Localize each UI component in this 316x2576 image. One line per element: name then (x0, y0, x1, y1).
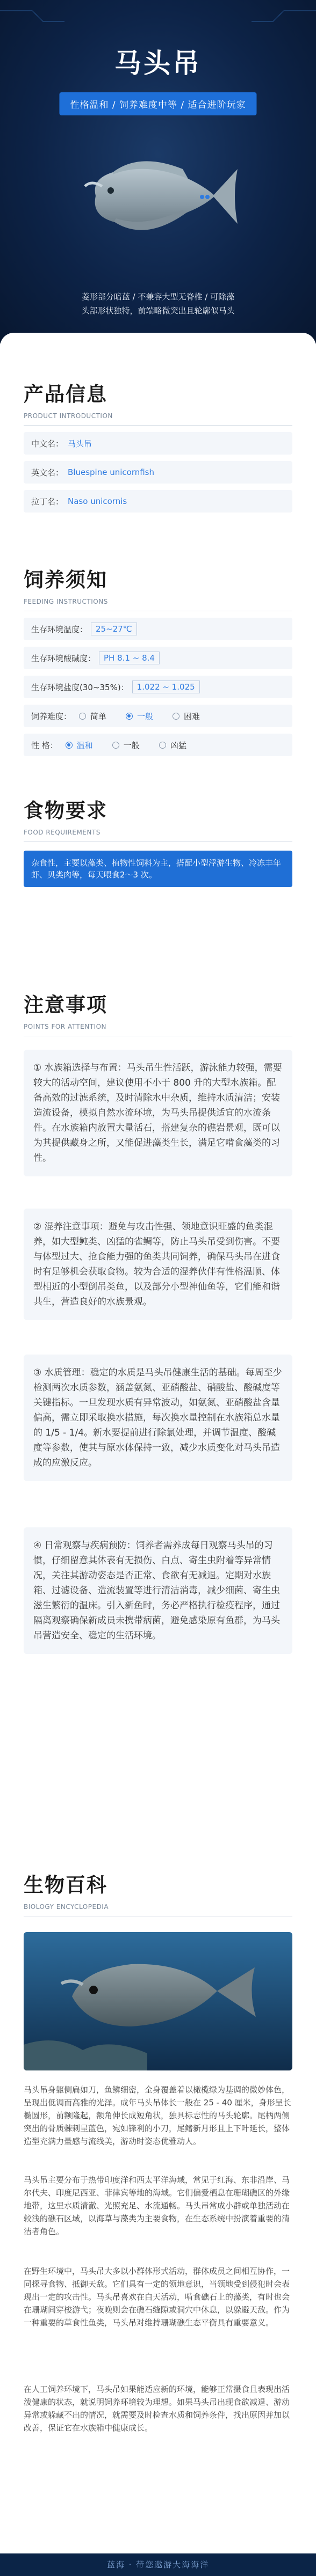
temper-option-gentle (66, 740, 93, 751)
option-label: 凶猛 (170, 740, 186, 750)
section-subtitle: FOOD REQUIREMENTS (24, 829, 100, 836)
radio-icon (112, 742, 119, 749)
difficulty-option-easy (79, 711, 106, 722)
note-item: ① 水族箱选择与布置：马头吊生性活跃，游泳能力较强，需要较大的活动空间，建议使用不小于 800 升的大型水族箱。配备高效的过滤系统，及时清除水中杂质，维持水质清洁；安装造流设备，模拟自然水流环境，为马头吊提供适宜的水流条件。在水族箱内放置大量活石，搭建复杂的礁岩景观，既可以为其提供藏身之所，又能促进藻类生长，满足它啃食藻类的习性。 (24, 1050, 292, 1176)
option-label: 一般 (137, 711, 154, 721)
salinity-value: 1.022 ~ 1.025 (132, 680, 200, 693)
section-subtitle: POINTS FOR ATTENTION (24, 1023, 107, 1030)
temp-label: 生存环境温度： (31, 624, 88, 634)
hero-banner (0, 0, 316, 343)
decor-lines-left (0, 0, 64, 32)
note-item: ② 混养注意事项：避免与攻击性强、领地意识旺盛的鱼类混养，如大型鲀类、凶猛的雀鲷等，防止马头吊受到伤害。不要与体型过大、抢食能力强的鱼类共同饲养，确保马头吊在进食时有足够机会获取食物。较为合适的混养伙伴有性格温顺、体型相近的小型倒吊类鱼，以及部分小型神仙鱼等，它们能和谐共生，营造良好的水族景观。 (24, 1209, 292, 1320)
fish-photo (24, 1932, 292, 2070)
radio-checked-icon (126, 713, 133, 720)
hero-desc-line: 菱形部分暗蓝 / 不兼容大型无脊椎 / 可除藻 (81, 292, 235, 302)
ph-row (24, 647, 292, 669)
radio-icon (173, 713, 179, 720)
section-title: 产品信息 (24, 383, 107, 406)
section-subtitle: PRODUCT INTRODUCTION (24, 412, 113, 420)
encyclopedia-paragraph: 在人工饲养环境下，马头吊如果能适应新的环境，能够正常摄食且表现出活泼健康的状态，就说明饲养环境较为理想。如果马头吊出现食欲减退、游动异常或躲藏不出的情况，就需要及时检查水质和饲养条件，找出原因并加以改善，保证它在水族箱中健康成长。 (24, 2384, 290, 2433)
note-item: ④ 日常观察与疾病预防：饲养者需养成每日观察马头吊的习惯，仔细留意其体表有无损伤、白点、寄生虫附着等异常情况，关注其游动姿态是否正常、食欲有无减退。定期对水族箱、过滤设备、造流装置等进行清洁消毒，减少细菌、寄生虫滋生繁衍的温床。引入新鱼时，务必严格执行检疫程序，通过隔离观察确保新成员未携带病菌，避免感染原有鱼群，为马头吊营造安全、稳定的生活环境。 (24, 1527, 292, 1654)
content-card (0, 333, 316, 2553)
section-notes-header (24, 989, 292, 1036)
hero-title: 马头吊 (114, 48, 202, 79)
option-label: 困难 (184, 711, 200, 721)
info-value: 马头吊 (68, 438, 92, 449)
option-label: 一般 (123, 740, 140, 750)
section-subtitle: BIOLOGY ENCYCLOPEDIA (24, 1903, 109, 1911)
info-value: Bluespine unicornfish (68, 467, 155, 477)
section-title: 注意事项 (24, 993, 107, 1016)
ph-value: PH 8.1 ~ 8.4 (99, 652, 160, 664)
section-title: 饲养须知 (24, 568, 107, 591)
food-description: 杂食性，主要以藻类、植物性饲料为主，搭配小型浮游生物、冷冻丰年虾、贝类肉等，每天喂食2～3 次。 (24, 851, 292, 887)
radio-icon (159, 742, 166, 749)
temper-option-normal (112, 740, 140, 751)
option-label: 简单 (90, 711, 107, 721)
section-feeding (24, 564, 292, 756)
info-row-latin-name (24, 490, 292, 513)
hero-description (0, 290, 316, 318)
footer-slogan: 蓝海 · 带您遨游大海海洋 (0, 2553, 316, 2576)
radio-checked-icon (66, 742, 73, 749)
temper-row (24, 734, 292, 756)
note-item: ③ 水质管理：稳定的水质是马头吊健康生活的基础。每周至少检测两次水质参数，涵盖氨氮、亚硝酸盐、硝酸盐、酸碱度等关键指标。一旦发现水质有异常波动，如氨氮、亚硝酸盐含量偏高，需立即采取换水措施，每次换水量控制在水族箱总水量的 1/5 - 1/4。新水要提前进行除氯处理，并调节温度、酸碱度等参数，使其与原水体保持一致，减少水质变化对马头吊造成的应激反应。 (24, 1355, 292, 1481)
temper-option-fierce (159, 740, 186, 751)
temper-label: 性 格： (31, 740, 58, 750)
difficulty-label: 饲养难度： (31, 711, 72, 721)
encyclopedia-paragraph: 马头吊主要分布于热带印度洋和西太平洋海域，常见于红海、东非沿岸、马尔代夫、印度尼西亚、菲律宾等地的海域。它们偏爱栖息在珊瑚礁区的外缘地带，这里水质清澈、光照充足、水流通畅。马头吊常成小群或单独活动在较浅的礁石区域，以海草与藻类为主要食物，在生态系统中扮演着重要的清洁者角色。 (24, 2175, 290, 2236)
info-key: 拉丁名： (31, 496, 64, 507)
section-product-info (24, 378, 292, 513)
difficulty-option-hard (173, 711, 200, 722)
temperature-row (24, 618, 292, 640)
info-value: Naso unicornis (68, 496, 127, 506)
hero-desc-line: 头部形状独特，前端略微突出且轮廓似马头 (81, 306, 235, 316)
divider (24, 841, 292, 842)
salinity-label: 生存环境盐度(30~35%)： (31, 682, 129, 692)
section-title: 食物要求 (24, 799, 107, 822)
temp-value: 25~27℃ (91, 623, 137, 635)
section-title: 生物百科 (24, 1874, 107, 1897)
info-row-english-name (24, 461, 292, 484)
radio-icon (79, 713, 86, 720)
section-food (24, 794, 292, 887)
difficulty-option-medium (126, 711, 153, 722)
hero-tags-badge: 性格温和 / 饲养难度中等 / 适合进阶玩家 (59, 92, 256, 115)
info-key: 英文名： (31, 467, 64, 478)
difficulty-row (24, 705, 292, 727)
section-subtitle: FEEDING INSTRUCTIONS (24, 598, 108, 605)
divider (24, 425, 292, 426)
encyclopedia-paragraph: 在野生环境中，马头吊大多以小群体形式活动，群体成员之间相互协作，一同探寻食物、抵御天敌。它们具有一定的领地意识，当领地受到侵犯时会表现出一定的攻击性。马头吊喜欢在白天活动，啃食礁石上的藻类，有时也会在珊瑚间穿梭游弋；夜晚则会在礁石缝隙或洞穴中休息，以躲避天敌。作为一种重要的草食性鱼类，马头吊对维持珊瑚礁生态平衡具有重要意义。 (24, 2266, 290, 2328)
salinity-row (24, 676, 292, 698)
option-label: 温和 (76, 740, 93, 750)
info-row-chinese-name (24, 432, 292, 455)
section-encyclopedia-header (24, 1869, 292, 1916)
info-key: 中文名： (31, 438, 64, 449)
fish-illustration (81, 137, 242, 271)
encyclopedia-paragraph: 马头吊身躯侧扁如刀，鱼鳞细密，全身覆盖着以橄榄绿为基调的微妙体色，呈现出低调而高雅的光泽。成年马头吊体长一般在 25 - 40 厘米，身形呈长椭圆形，前额隆起，额角伸长成短角状，独具标志性的马头轮廓。尾柄两侧突出的骨质棘刺呈蓝色，宛如锋利的小刀，尾鳍新月形且上下叶延长，整体造型充满力量感与流线美，游动时姿态优雅动人。 (24, 2085, 291, 2146)
decor-lines-right (252, 0, 316, 32)
ph-label: 生存环境酸碱度： (31, 653, 96, 663)
